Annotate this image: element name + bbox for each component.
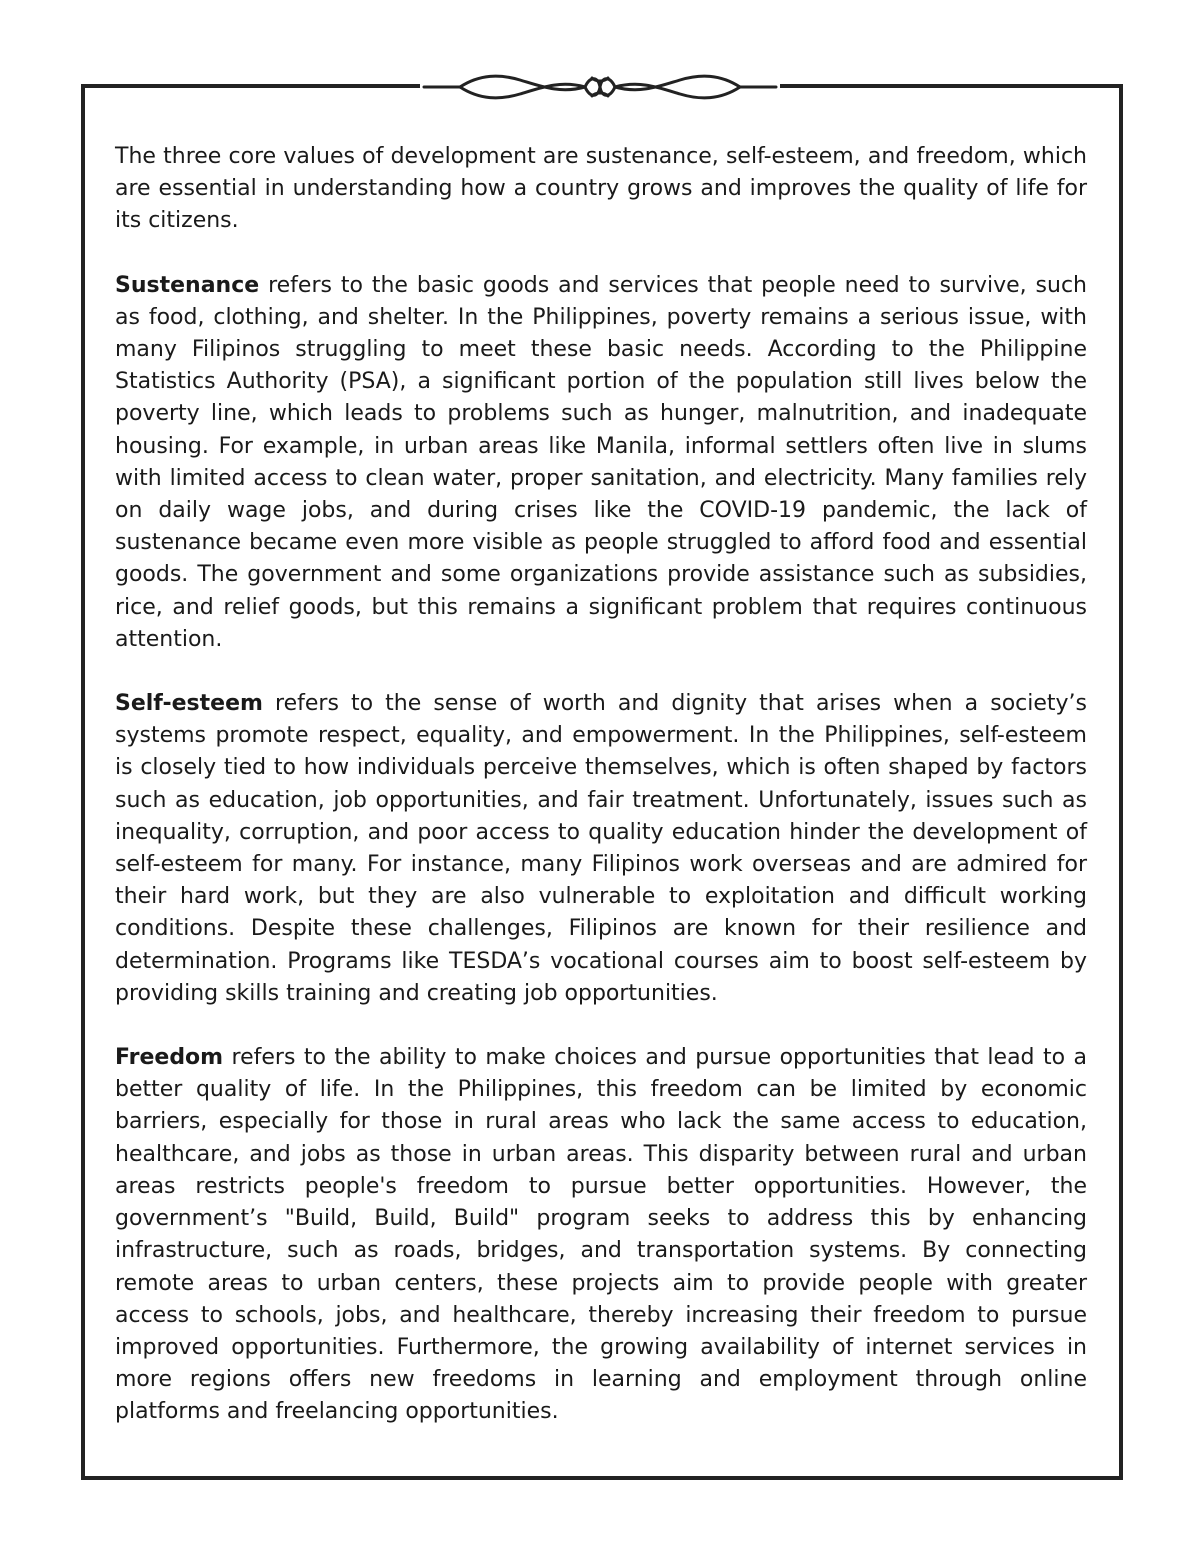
self-esteem-paragraph — [115, 688, 1087, 1010]
sustenance-text: refers to the basic goods and services that people need to survive, such as food, clothing, and shelter. In the Philippines, poverty remains a serious issue, with many Filipinos struggling to meet these basic needs. According to the Philippine Statistics Authority (PSA), a significant portion of the population still lives below the poverty line, which leads to problems such as hunger, malnutrition, and inadequate housing. For example, in urban areas like Manila, informal settlers often live in slums with limited access to clean water, proper sanitation, and electricity. Many families rely on daily wage jobs, and during crises like the COVID-19 pandemic, the lack of sustenance became even more visible as people struggled to afford food and essential goods. The government and some organizations provide assistance such as subsidies, rice, and relief goods, but this remains a significant problem that requires continuous attention. — [115, 272, 1087, 652]
freedom-paragraph — [115, 1042, 1087, 1428]
self-esteem-text: refers to the sense of worth and dignity that arises when a society’s systems promote respect, equality, and empowerment. In the Philippines, self-esteem is closely tied to how individuals perceive themselves, which is often shaped by factors such as education, job opportunities, and fair treatment. Unfortunately, issues such as inequality, corruption, and poor access to quality education hinder the development of self-esteem for many. For instance, many Filipinos work overseas and are admired for their hard work, but they are also vulnerable to exploitation and difficult working conditions. Despite these challenges, Filipinos are known for their resilience and determination. Programs like TESDA’s vocational courses aim to boost self-esteem by providing skills training and creating job opportunities. — [115, 691, 1087, 1006]
sustenance-term: Sustenance — [115, 272, 260, 298]
intro-paragraph — [115, 141, 1087, 238]
document-body — [115, 141, 1087, 1429]
scroll-flourish-icon — [420, 64, 780, 110]
freedom-text: refers to the ability to make choices and pursue opportunities that lead to a better quality of life. In the Philippines, this freedom can be limited by economic barriers, especially for those in rural areas who lack the same access to education, healthcare, and jobs as those in urban areas. This disparity between rural and urban areas restricts people's freedom to pursue better opportunities. However, the government’s "Build, Build, Build" program seeks to address this by enhancing infrastructure, such as roads, bridges, and transportation systems. By connecting remote areas to urban centers, these projects aim to provide people with greater access to schools, jobs, and healthcare, thereby increasing their freedom to pursue improved opportunities. Furthermore, the growing availability of internet services in more regions offers new freedoms in learning and employment through online platforms and freelancing opportunities. — [115, 1045, 1087, 1425]
freedom-term: Freedom — [115, 1045, 224, 1071]
intro-text: The three core values of development are sustenance, self-esteem, and freedom, which are essential in understanding how a country grows and improves the quality of life for its citizens. — [115, 144, 1087, 234]
self-esteem-term: Self-esteem — [115, 691, 263, 717]
sustenance-paragraph — [115, 270, 1087, 656]
